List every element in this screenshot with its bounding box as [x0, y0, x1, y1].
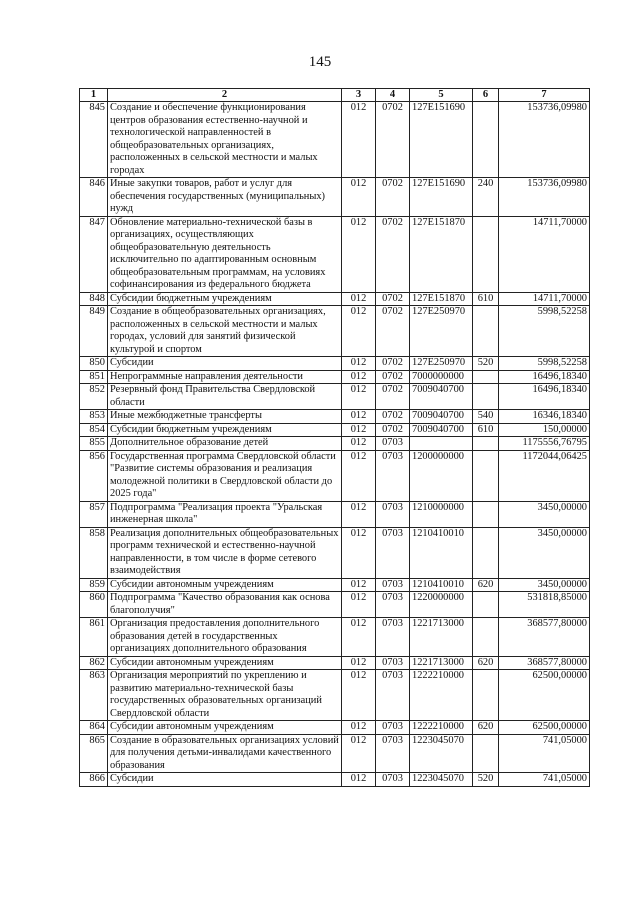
admin-code-cell: 012: [342, 592, 376, 618]
target-article-cell: 127E250970: [410, 357, 473, 371]
row-number-cell: 848: [80, 292, 108, 306]
table-row: [80, 501, 590, 527]
item-name-cell: Субсидии: [108, 357, 342, 371]
amount-cell: 1175556,76795: [499, 437, 590, 451]
column-header: 7: [499, 89, 590, 102]
target-article-cell: 1210410010: [410, 527, 473, 578]
target-article-cell: 7009040700: [410, 410, 473, 424]
row-number-cell: 865: [80, 734, 108, 773]
amount-cell: 3450,00000: [499, 527, 590, 578]
admin-code-cell: 012: [342, 578, 376, 592]
table-row: [80, 721, 590, 735]
section-code-cell: 0702: [376, 178, 410, 217]
expense-type-cell: 540: [473, 410, 499, 424]
target-article-cell: 127E250970: [410, 306, 473, 357]
item-name-cell: Субсидии автономным учреждениям: [108, 578, 342, 592]
table-row: [80, 592, 590, 618]
target-article-cell: 1221713000: [410, 618, 473, 657]
column-header: 3: [342, 89, 376, 102]
section-code-cell: 0702: [376, 216, 410, 292]
target-article-cell: 1222210000: [410, 670, 473, 721]
admin-code-cell: 012: [342, 384, 376, 410]
section-code-cell: 0703: [376, 527, 410, 578]
amount-cell: 16496,18340: [499, 384, 590, 410]
admin-code-cell: 012: [342, 178, 376, 217]
admin-code-cell: 012: [342, 292, 376, 306]
column-header: 4: [376, 89, 410, 102]
column-header: 6: [473, 89, 499, 102]
expense-type-cell: [473, 450, 499, 501]
admin-code-cell: 012: [342, 306, 376, 357]
amount-cell: 62500,00000: [499, 721, 590, 735]
row-number-cell: 852: [80, 384, 108, 410]
row-number-cell: 853: [80, 410, 108, 424]
admin-code-cell: 012: [342, 670, 376, 721]
section-code-cell: 0702: [376, 357, 410, 371]
amount-cell: 14711,70000: [499, 216, 590, 292]
expense-type-cell: [473, 102, 499, 178]
row-number-cell: 861: [80, 618, 108, 657]
item-name-cell: Организация предоставления дополнительного образования детей в государственных организациях дополнительного образования: [108, 618, 342, 657]
target-article-cell: [410, 437, 473, 451]
item-name-cell: Реализация дополнительных общеобразовательных программ технической и естественно-научной направленности, в том числе в форме сетевого взаимодействия: [108, 527, 342, 578]
page-number: 145: [308, 54, 332, 70]
admin-code-cell: 012: [342, 216, 376, 292]
item-name-cell: Субсидии: [108, 773, 342, 787]
target-article-cell: 7000000000: [410, 370, 473, 384]
target-article-cell: 1210000000: [410, 501, 473, 527]
admin-code-cell: 012: [342, 437, 376, 451]
admin-code-cell: 012: [342, 450, 376, 501]
table-row: [80, 102, 590, 178]
admin-code-cell: 012: [342, 527, 376, 578]
admin-code-cell: 012: [342, 773, 376, 787]
column-header: 5: [410, 89, 473, 102]
expense-type-cell: 620: [473, 656, 499, 670]
amount-cell: 3450,00000: [499, 501, 590, 527]
table-row: [80, 450, 590, 501]
amount-cell: 531818,85000: [499, 592, 590, 618]
admin-code-cell: 012: [342, 501, 376, 527]
admin-code-cell: 012: [342, 357, 376, 371]
amount-cell: 153736,09980: [499, 178, 590, 217]
amount-cell: 1172044,06425: [499, 450, 590, 501]
amount-cell: 5998,52258: [499, 357, 590, 371]
row-number-cell: 866: [80, 773, 108, 787]
item-name-cell: Иные закупки товаров, работ и услуг для обеспечения государственных (муниципальных) нужд: [108, 178, 342, 217]
section-code-cell: 0703: [376, 437, 410, 451]
expense-type-cell: 610: [473, 292, 499, 306]
table-row: [80, 578, 590, 592]
amount-cell: 368577,80000: [499, 618, 590, 657]
budget-table: [79, 88, 590, 787]
target-article-cell: 1200000000: [410, 450, 473, 501]
row-number-cell: 855: [80, 437, 108, 451]
section-code-cell: 0702: [376, 292, 410, 306]
target-article-cell: 7009040700: [410, 423, 473, 437]
row-number-cell: 845: [80, 102, 108, 178]
amount-cell: 16496,18340: [499, 370, 590, 384]
column-header: 2: [108, 89, 342, 102]
expense-type-cell: 610: [473, 423, 499, 437]
admin-code-cell: 012: [342, 721, 376, 735]
amount-cell: 14711,70000: [499, 292, 590, 306]
item-name-cell: Организация мероприятий по укреплению и развитию материально-технической базы государственных образовательных организаций Свердловской области: [108, 670, 342, 721]
row-number-cell: 864: [80, 721, 108, 735]
section-code-cell: 0703: [376, 501, 410, 527]
item-name-cell: Подпрограмма "Реализация проекта "Уральская инженерная школа": [108, 501, 342, 527]
admin-code-cell: 012: [342, 410, 376, 424]
admin-code-cell: 012: [342, 618, 376, 657]
table-row: [80, 437, 590, 451]
admin-code-cell: 012: [342, 370, 376, 384]
item-name-cell: Создание в общеобразовательных организациях, расположенных в сельской местности и малых городах, условий для занятий физической культурой и спортом: [108, 306, 342, 357]
row-number-cell: 847: [80, 216, 108, 292]
amount-cell: 150,00000: [499, 423, 590, 437]
section-code-cell: 0702: [376, 102, 410, 178]
amount-cell: 16346,18340: [499, 410, 590, 424]
table-row: [80, 178, 590, 217]
table-row: [80, 527, 590, 578]
amount-cell: 153736,09980: [499, 102, 590, 178]
section-code-cell: 0703: [376, 734, 410, 773]
section-code-cell: 0703: [376, 578, 410, 592]
row-number-cell: 858: [80, 527, 108, 578]
item-name-cell: Обновление материально-технической базы в организациях, осуществляющих общеобразовательную деятельность исключительно по адаптированным основным общеобразовательным программам, на условиях софинансирования из федерального бюджета: [108, 216, 342, 292]
row-number-cell: 860: [80, 592, 108, 618]
expense-type-cell: 520: [473, 357, 499, 371]
target-article-cell: 1221713000: [410, 656, 473, 670]
table-row: [80, 618, 590, 657]
column-header: 1: [80, 89, 108, 102]
expense-type-cell: [473, 384, 499, 410]
table-body: [80, 102, 590, 787]
item-name-cell: Субсидии автономным учреждениям: [108, 656, 342, 670]
item-name-cell: Иные межбюджетные трансферты: [108, 410, 342, 424]
expense-type-cell: [473, 306, 499, 357]
section-code-cell: 0702: [376, 423, 410, 437]
target-article-cell: 127E151690: [410, 178, 473, 217]
table-row: [80, 216, 590, 292]
admin-code-cell: 012: [342, 102, 376, 178]
amount-cell: 741,05000: [499, 773, 590, 787]
expense-type-cell: [473, 592, 499, 618]
row-number-cell: 857: [80, 501, 108, 527]
section-code-cell: 0702: [376, 384, 410, 410]
item-name-cell: Создание в образовательных организациях условий для получения детьми-инвалидами качественного образования: [108, 734, 342, 773]
target-article-cell: 1223045070: [410, 773, 473, 787]
section-code-cell: 0702: [376, 410, 410, 424]
section-code-cell: 0703: [376, 656, 410, 670]
target-article-cell: 1222210000: [410, 721, 473, 735]
item-name-cell: Дополнительное образование детей: [108, 437, 342, 451]
amount-cell: 62500,00000: [499, 670, 590, 721]
expense-type-cell: [473, 437, 499, 451]
row-number-cell: 850: [80, 357, 108, 371]
section-code-cell: 0703: [376, 592, 410, 618]
expense-type-cell: [473, 670, 499, 721]
row-number-cell: 854: [80, 423, 108, 437]
item-name-cell: Резервный фонд Правительства Свердловской области: [108, 384, 342, 410]
table-row: [80, 734, 590, 773]
item-name-cell: Непрограммные направления деятельности: [108, 370, 342, 384]
section-code-cell: 0702: [376, 370, 410, 384]
amount-cell: 368577,80000: [499, 656, 590, 670]
row-number-cell: 851: [80, 370, 108, 384]
target-article-cell: 7009040700: [410, 384, 473, 410]
target-article-cell: 127E151870: [410, 292, 473, 306]
table-row: [80, 357, 590, 371]
admin-code-cell: 012: [342, 423, 376, 437]
table-header-row: [80, 89, 590, 102]
expense-type-cell: [473, 501, 499, 527]
amount-cell: 741,05000: [499, 734, 590, 773]
table-row: [80, 423, 590, 437]
target-article-cell: 127E151870: [410, 216, 473, 292]
table-row: [80, 656, 590, 670]
table-row: [80, 670, 590, 721]
row-number-cell: 846: [80, 178, 108, 217]
amount-cell: 5998,52258: [499, 306, 590, 357]
section-code-cell: 0702: [376, 306, 410, 357]
row-number-cell: 849: [80, 306, 108, 357]
target-article-cell: 1210410010: [410, 578, 473, 592]
target-article-cell: 1223045070: [410, 734, 473, 773]
table-row: [80, 384, 590, 410]
item-name-cell: Субсидии бюджетным учреждениям: [108, 292, 342, 306]
row-number-cell: 856: [80, 450, 108, 501]
admin-code-cell: 012: [342, 734, 376, 773]
expense-type-cell: [473, 527, 499, 578]
expense-type-cell: 620: [473, 578, 499, 592]
expense-type-cell: 240: [473, 178, 499, 217]
table-row: [80, 370, 590, 384]
expense-type-cell: [473, 216, 499, 292]
row-number-cell: 863: [80, 670, 108, 721]
item-name-cell: Субсидии бюджетным учреждениям: [108, 423, 342, 437]
item-name-cell: Субсидии автономным учреждениям: [108, 721, 342, 735]
admin-code-cell: 012: [342, 656, 376, 670]
target-article-cell: 1220000000: [410, 592, 473, 618]
section-code-cell: 0703: [376, 721, 410, 735]
expense-type-cell: 620: [473, 721, 499, 735]
table-row: [80, 292, 590, 306]
row-number-cell: 862: [80, 656, 108, 670]
expense-type-cell: 520: [473, 773, 499, 787]
section-code-cell: 0703: [376, 670, 410, 721]
expense-type-cell: [473, 618, 499, 657]
item-name-cell: Создание и обеспечение функционирования центров образования естественно-научной и технологической направленностей в общеобразовательных организациях, расположенных в сельской местности и малых городах: [108, 102, 342, 178]
table-row: [80, 773, 590, 787]
section-code-cell: 0703: [376, 618, 410, 657]
item-name-cell: Государственная программа Свердловской области "Развитие системы образования и реализация молодежной политики в Свердловской области до 2025 года": [108, 450, 342, 501]
target-article-cell: 127E151690: [410, 102, 473, 178]
table-row: [80, 410, 590, 424]
expense-type-cell: [473, 370, 499, 384]
section-code-cell: 0703: [376, 773, 410, 787]
table-row: [80, 306, 590, 357]
row-number-cell: 859: [80, 578, 108, 592]
section-code-cell: 0703: [376, 450, 410, 501]
amount-cell: 3450,00000: [499, 578, 590, 592]
item-name-cell: Подпрограмма "Качество образования как основа благополучия": [108, 592, 342, 618]
expense-type-cell: [473, 734, 499, 773]
